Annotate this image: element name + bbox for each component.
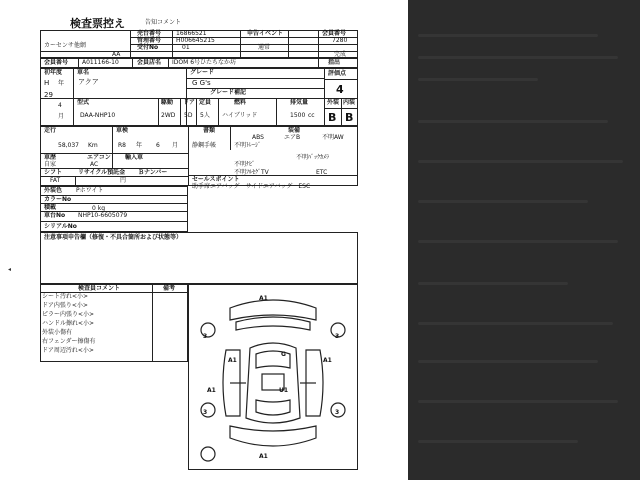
score-value: 4: [336, 83, 344, 96]
grade-note-label: グレード補記: [210, 89, 247, 96]
damage-3: 3: [335, 333, 340, 340]
seat-value: 5人: [200, 112, 210, 119]
comment-line: ドア周辺汚れ<小>: [42, 347, 94, 354]
damage-a1-bottom: A1: [259, 453, 268, 460]
fuel-value: ハイブリッド: [222, 112, 258, 119]
model-label: 型式: [77, 99, 90, 106]
comment-line: 右フェンダー擦傷有: [42, 338, 96, 345]
car-name-value: アクア: [78, 78, 99, 86]
recycle-label: リサイクル預託金: [78, 169, 126, 176]
drive-value: 2WD: [161, 112, 176, 119]
equip-tv: 不明ﾌﾙｾｸﾞTV: [234, 169, 269, 176]
doc-label: 書類: [203, 127, 216, 134]
mgmt-no-value: H006645215: [176, 37, 215, 44]
year-era: H: [44, 79, 50, 87]
int-label: 内装: [343, 99, 356, 106]
header-note: 告知コメント: [145, 19, 182, 26]
shop-label: 会員店名: [137, 59, 162, 66]
year-unit: 年: [58, 80, 65, 87]
car-name-label: 車名: [77, 69, 90, 76]
score-label: 評価点: [328, 70, 347, 77]
event-value: 通常: [258, 44, 271, 51]
equip-backcam: 不明ﾊﾞｯｸｶﾒﾗ: [296, 154, 330, 161]
ac-value: AC: [90, 161, 99, 168]
equip-trage: 不明ﾄﾚｰｼﾞ: [234, 142, 262, 149]
door-value: 5D: [184, 112, 193, 119]
grade-value: G G's: [192, 79, 211, 87]
color-value: Pホワイト: [76, 187, 104, 194]
doc-value: 静鋼手帳: [192, 142, 217, 149]
history-label: 車歴: [44, 154, 57, 161]
car-damage-diagram: [190, 288, 356, 468]
comment-label: 検査員コメント: [78, 285, 121, 292]
sale-no-value: 16866521: [176, 30, 207, 37]
mgmt-no-label: 管理番号: [137, 37, 162, 44]
color-no-label: カラーNo: [44, 196, 72, 203]
sales-label: セールスポイント: [192, 176, 240, 183]
import-label: 輸入車: [125, 154, 144, 161]
equip-navi: 不明ﾅﾋﾞ: [234, 161, 256, 168]
event-label: 申告イベント: [247, 30, 284, 37]
cc-label: 排気量: [290, 99, 309, 106]
damage-3: 3: [335, 409, 340, 416]
damage-3: 3: [203, 333, 208, 340]
damage-u1: U1: [279, 387, 289, 394]
damage-3: 3: [203, 409, 208, 416]
recycle-value: 円: [120, 177, 127, 184]
comment-line: ハンドル擦れ<小>: [42, 320, 95, 327]
equip-abs: ABS: [252, 134, 264, 141]
chassis-label: 車台No: [44, 212, 66, 219]
plate-label: Ｂナンバー: [138, 169, 168, 176]
inspection-era: R8: [118, 142, 126, 149]
inspection-year-unit: 年: [136, 142, 143, 149]
seat-label: 定員: [199, 99, 212, 106]
rear-glass: [236, 317, 310, 330]
equip-label: 装備: [288, 127, 301, 134]
ext-label: 外装: [327, 99, 340, 106]
year-value: 29: [44, 91, 53, 99]
sales-value: 助手席エアバッグ サイドエアバッグ ESC: [192, 183, 311, 190]
fuel-label: 燃料: [234, 99, 247, 106]
member-value: 7280: [332, 37, 348, 44]
inspection-month-unit: 月: [172, 142, 179, 149]
mileage-value: 58,037: [58, 142, 79, 149]
year-label: 初年度: [44, 69, 63, 76]
windshield: [256, 400, 290, 415]
damage-a1-left: A1: [228, 357, 237, 364]
member-no-value: A011166-10: [82, 59, 119, 66]
page-title: 検査票控え: [70, 17, 125, 30]
door-label: ドア: [183, 99, 195, 106]
comment-line: ドア内張り<小>: [42, 302, 88, 309]
month-value: 4: [58, 102, 62, 109]
damage-g: G: [281, 351, 286, 358]
comment-line: ピラー内張り<小>: [42, 311, 95, 318]
remark-label: 指出: [328, 59, 341, 66]
damage-a1-side: A1: [207, 387, 216, 394]
int-value: B: [345, 111, 354, 124]
inspection-label: 車検: [116, 127, 129, 134]
mileage-label: 走行: [44, 127, 57, 134]
cc-unit: cc: [308, 112, 315, 119]
equip-aw: 不明AW: [322, 134, 344, 141]
ext-value: B: [328, 111, 337, 124]
cc-value: 1500: [290, 112, 306, 119]
load-label: 積載: [44, 204, 57, 211]
chassis-value: NHP10-6605079: [78, 212, 128, 219]
dimmed-overlay: [408, 0, 640, 480]
notice-label: 注意事項申告欄（修復・不具合箇所および状態等）: [44, 234, 183, 241]
location-value: カーセンサ他網: [44, 42, 86, 49]
grade-label: グレード: [190, 69, 215, 76]
shift-label: シフト: [44, 169, 63, 176]
mileage-unit: Km: [88, 142, 98, 149]
recv-no-value: 01: [182, 44, 190, 51]
model-value: DAA-NHP10: [80, 112, 116, 119]
color-label: 外装色: [44, 187, 63, 194]
shop-value: IDOM 6号ひたちなか坊: [172, 59, 237, 66]
member-label: 会員番号: [322, 30, 347, 37]
drive-label: 駆動: [161, 99, 174, 106]
comment-line: シート汚れ<小>: [42, 293, 89, 300]
load-value: 0 kg: [92, 205, 106, 212]
front-view: [230, 426, 316, 446]
member-no-label: 会員番号: [44, 59, 69, 66]
month-unit: 月: [58, 113, 65, 120]
comment-line: 外装小傷有: [42, 329, 73, 336]
ac-label: エアコン: [87, 154, 111, 161]
inspection-month: 6: [156, 142, 160, 149]
damage-a1-right: A1: [323, 357, 332, 364]
note-label: 備考: [163, 285, 176, 292]
body-top: [246, 343, 300, 423]
grade-code-value: AA: [112, 51, 121, 58]
equip-etc: ETC: [316, 169, 328, 176]
damage-a1-top: A1: [259, 295, 268, 302]
serial-label: シリアルNo: [44, 223, 77, 230]
spare-tire: [201, 447, 215, 461]
status-value: 完成: [334, 51, 347, 58]
recv-no-label: 受付No: [137, 44, 159, 51]
history-value: 自家: [44, 161, 57, 168]
equip-airbag: エアB: [284, 134, 301, 141]
cursor-icon: ◂: [8, 266, 12, 273]
shift-value: FAT: [50, 177, 61, 184]
note-block: [152, 284, 188, 362]
sale-no-label: 売台番号: [137, 30, 162, 37]
